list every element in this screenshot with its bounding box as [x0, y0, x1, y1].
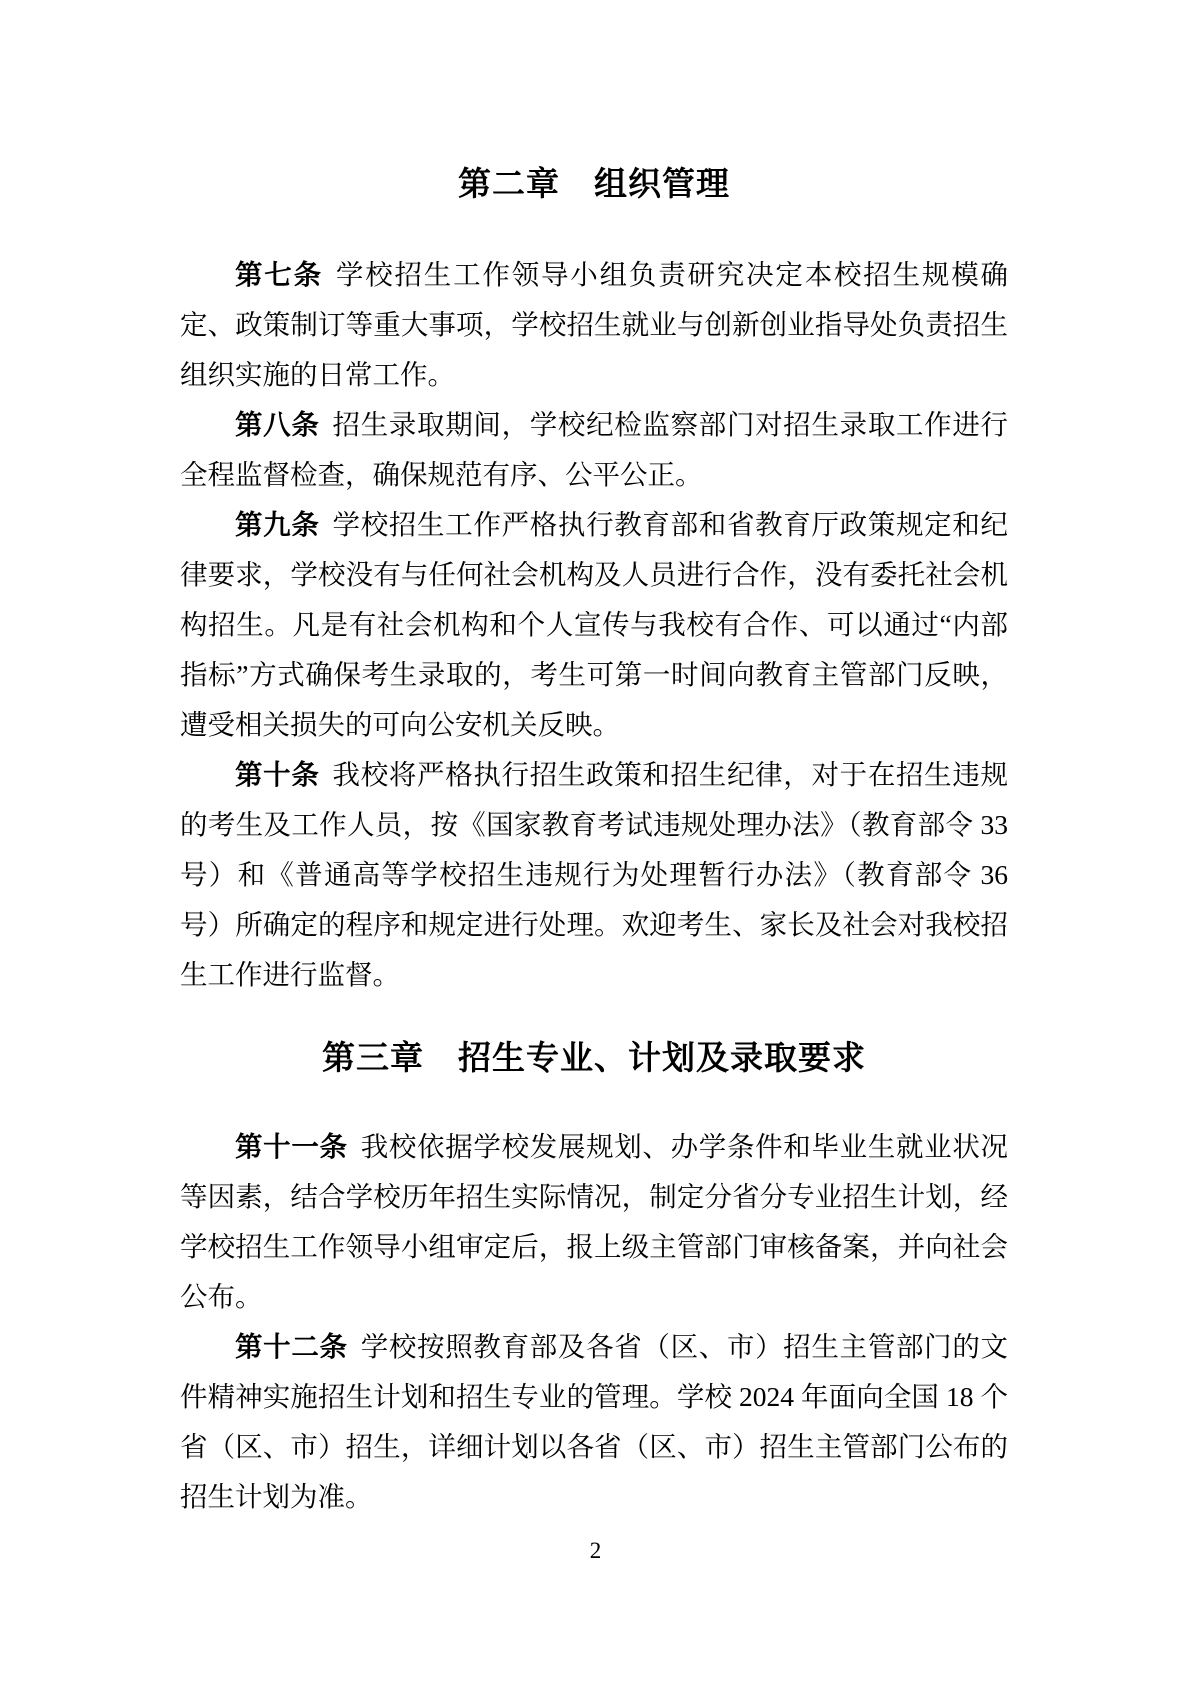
- page-number: 2: [589, 1538, 602, 1563]
- article-9-text: 学校招生工作严格执行教育部和省教育厅政策规定和纪律要求，学校没有与任何社会机构及人员进行合作，没有委托社会机构招生。凡是有社会机构和个人宣传与我校有合作、可以通过“内部指标”方式确保考生录取的，考生可第一时间向教育主管部门反映，遭受相关损失的可向公安机关反映。: [180, 509, 1009, 740]
- article-7-number: 第七条: [235, 259, 323, 290]
- article-8-number: 第八条: [235, 409, 320, 440]
- article-12-number: 第十二条: [235, 1331, 348, 1362]
- article-12-text: 学校按照教育部及各省（区、市）招生主管部门的文件精神实施招生计划和招生专业的管理。学校 2024 年面向全国 18 个省（区、市）招生，详细计划以各省（区、市）招生主管部门公布的招生计划为准。: [180, 1331, 1009, 1512]
- article-8: [180, 400, 1008, 500]
- article-7-text: 学校招生工作领导小组负责研究决定本校招生规模确定、政策制订等重大事项，学校招生就业与创新创业指导处负责招生组织实施的日常工作。: [180, 259, 1009, 390]
- article-9-number: 第九条: [235, 509, 320, 540]
- article-9: [180, 500, 1008, 750]
- article-11-text: 我校依据学校发展规划、办学条件和毕业生就业状况等因素，结合学校历年招生实际情况，制定分省分专业招生计划，经学校招生工作领导小组审定后，报上级主管部门审核备案，并向社会公布。: [180, 1131, 1009, 1312]
- article-8-text: 招生录取期间，学校纪检监察部门对招生录取工作进行全程监督检查，确保规范有序、公平公正。: [180, 409, 1009, 490]
- chapter-2-heading: 第二章 组织管理: [458, 167, 730, 203]
- article-10: [180, 750, 1008, 1000]
- article-7: [180, 250, 1008, 400]
- article-10-text: 我校将严格执行招生政策和招生纪律，对于在招生违规的考生及工作人员，按《国家教育考试违规处理办法》（教育部令 33 号）和《普通高等学校招生违规行为处理暂行办法》（教育部令 36 号）所确定的程序和规定进行处理。欢迎考生、家长及社会对我校招生工作进行监督。: [180, 759, 1009, 990]
- article-11: [180, 1122, 1008, 1322]
- article-10-number: 第十条: [235, 759, 320, 790]
- article-11-number: 第十一条: [235, 1131, 348, 1162]
- article-12: [180, 1322, 1008, 1522]
- chapter-3-heading: 第三章 招生专业、计划及录取要求: [322, 1041, 866, 1077]
- document-content: [180, 164, 1008, 1522]
